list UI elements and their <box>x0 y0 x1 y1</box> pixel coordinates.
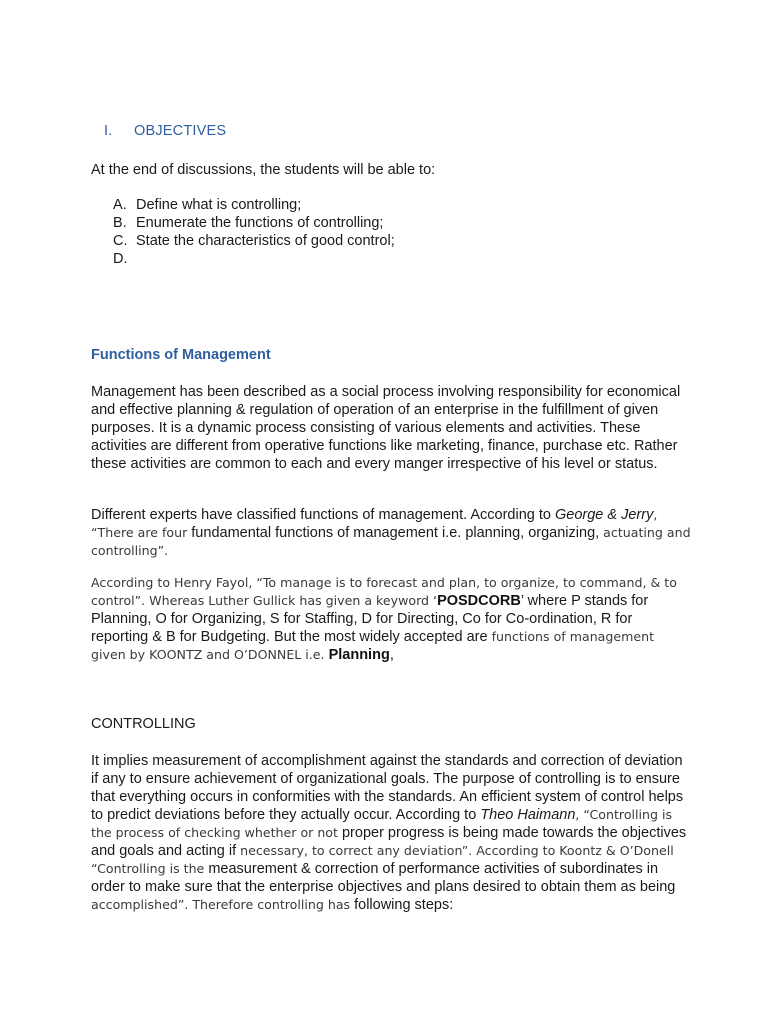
text-run: following steps: <box>354 897 454 913</box>
list-item-text: Define what is controlling; <box>136 197 302 213</box>
list-item-text: Enumerate the functions of controlling; <box>136 215 384 231</box>
bold-term: Planning <box>328 647 390 663</box>
author-name: Theo Haimann <box>480 807 576 823</box>
text-run: ’ where P stands for Planning, O for Organizing, S for Staffing, D for Directing, Co for Co-ordination, R for reporting & B for Budgeting. But the most widely accepted are <box>91 593 649 645</box>
list-item <box>113 214 395 232</box>
objectives-list <box>113 196 395 268</box>
text-run: , <box>389 647 394 663</box>
list-item <box>113 232 395 250</box>
section-number: I. <box>104 123 113 139</box>
controlling-heading: CONTROLLING <box>91 716 196 732</box>
list-marker: A. <box>113 197 127 213</box>
text-run: Different experts have classified functions of management. According to <box>91 507 555 523</box>
list-item-text: State the characteristics of good control; <box>136 233 395 249</box>
keyword-posdcorb: POSDCORB <box>437 593 521 609</box>
author-name: George & Jerry <box>555 507 654 523</box>
controlling-paragraph <box>91 752 691 914</box>
list-item <box>113 250 395 268</box>
list-marker: B. <box>113 215 127 231</box>
list-marker: C. <box>113 233 128 249</box>
text-run: , “There are four <box>91 507 658 540</box>
functions-paragraph-1: Management has been described as a social process involving responsibility for economical and effective planning & regulation of operation of an enterprise in the fulfillment of given purposes. It is a dynamic process consisting of various elements and activities. These activities are different from operative functions like marketing, finance, purchase etc. Rather these activities are common to each and every manger irrespective of his level or status. <box>91 384 681 472</box>
text-run: According to Henry Fayol, “To manage is to forecast and plan, to organize, to command, & to control”. Whereas Luther Gullick has given a keyword ‘ <box>91 575 677 608</box>
text-run: necessary, to correct any deviation”. According to Koontz & O’Donell “Controlling is the <box>91 843 674 876</box>
text-run: It implies measurement of accomplishment against the standards and correction of deviation if any to ensure achievement of organizational goals. The purpose of controlling is to ensure that everything occurs in conformities with the standards. An efficient system of control helps to predict deviations before they actually occur. According to <box>91 753 684 823</box>
text-run: accomplished”. Therefore controlling has <box>91 897 355 912</box>
text-run: fundamental functions of management i.e. planning, organizing, <box>191 525 600 541</box>
text-run: functions of management given by KOONTZ and O’DONNEL i.e. <box>91 629 655 662</box>
text-run: , “Controlling is the process of checking whether or not <box>91 807 673 840</box>
functions-heading: Functions of Management <box>91 347 271 363</box>
list-item <box>113 196 395 214</box>
list-marker: D. <box>113 251 128 267</box>
text-run: measurement & correction of performance activities of subordinates in order to make sure that the enterprise objectives and plans desired to obtain them as being <box>91 861 676 895</box>
text-run: actuating and controlling”. <box>91 525 691 558</box>
objectives-intro: At the end of discussions, the students will be able to: <box>91 162 436 178</box>
functions-paragraph-3 <box>91 574 691 664</box>
functions-paragraph-2 <box>91 506 691 560</box>
objectives-title: OBJECTIVES <box>134 123 227 139</box>
objectives-heading <box>104 123 226 139</box>
text-run: proper progress is being made towards the objectives and goals and acting if <box>91 825 687 859</box>
